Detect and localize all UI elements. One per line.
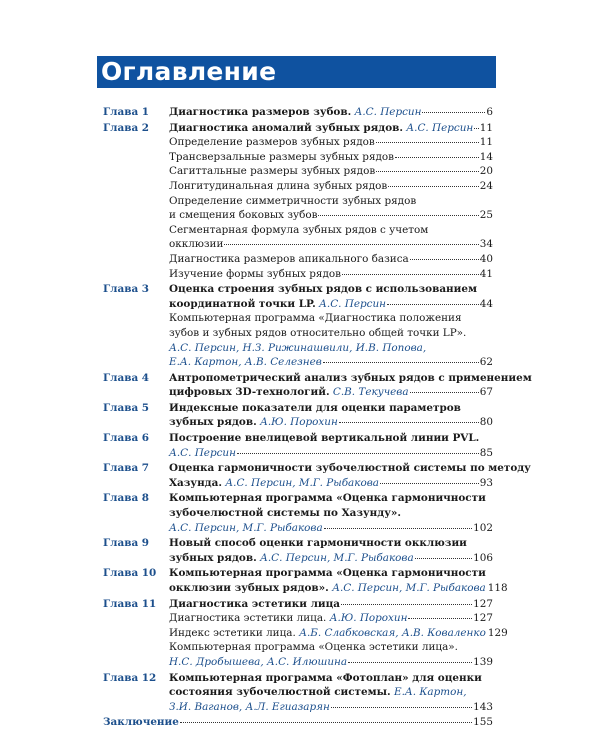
page-number: 62 <box>479 356 493 369</box>
page-number: 118 <box>487 582 508 594</box>
page-number: 11 <box>479 121 493 134</box>
chapter-title: Индексные показатели для оценки параметров <box>169 401 461 414</box>
toc-subentry[interactable] <box>169 164 493 179</box>
chapter-title: зубных рядов. <box>169 551 257 564</box>
toc-subentry[interactable] <box>169 355 493 370</box>
toc-chapter-7[interactable] <box>103 461 531 490</box>
subentry-author: А.Б. Слабковская, А.В. Коваленко <box>299 626 486 639</box>
chapter-label: Глава 8 <box>103 492 150 505</box>
chapter-author: А.С. Персин <box>169 446 236 459</box>
page-title: Оглавление <box>97 56 496 88</box>
subentry-author: Е.А. Картон, А.В. Селезнев <box>169 356 322 369</box>
toc-chapter-5[interactable] <box>103 401 493 430</box>
page-number: 139 <box>473 655 493 668</box>
chapter-label: Глава 11 <box>103 597 157 610</box>
toc-subentry[interactable] <box>169 179 493 194</box>
chapter-title: Оценка гармоничности зубочелюстной системы по методу <box>169 462 531 475</box>
toc-subentry[interactable] <box>169 135 493 150</box>
chapter-author: А.С. Персин, М.Г. Рыбакова <box>260 551 414 564</box>
page-number: 34 <box>479 238 493 251</box>
toc-chapter-8[interactable] <box>103 491 493 535</box>
chapter-title: состояния зубочелюстной системы. <box>169 686 391 699</box>
subentry-title: Определение симметричности зубных рядов <box>169 194 417 207</box>
toc-subentry[interactable] <box>169 237 493 252</box>
conclusion-label: Заключение <box>103 716 179 729</box>
page-number: 40 <box>479 252 493 265</box>
page-number: 127 <box>473 612 493 625</box>
subentry-title: окклюзии <box>169 238 224 251</box>
subentry-title: Сегментарная формула зубных рядов с учетом <box>169 223 429 236</box>
page-number: 11 <box>479 136 493 149</box>
page-number: 41 <box>479 267 493 280</box>
toc-chapter-3[interactable] <box>103 282 493 370</box>
chapter-title: Оценка строения зубных рядов с использованием <box>169 283 478 296</box>
chapter-label: Глава 3 <box>103 283 150 296</box>
toc-subentry[interactable] <box>169 150 493 165</box>
chapter-author: А.С. Персин <box>354 106 422 118</box>
page-number: 20 <box>479 165 493 178</box>
chapter-label: Глава 6 <box>103 432 150 445</box>
chapter-author: Е.А. Картон, <box>393 686 467 699</box>
subentry-title: Диагностика эстетики лица. <box>169 612 327 625</box>
subentry-title: Компьютерная программа «Диагностика положения <box>169 312 462 325</box>
toc-subentry[interactable] <box>169 626 508 641</box>
toc-subentry[interactable] <box>169 252 493 267</box>
page-number: 24 <box>479 179 493 192</box>
chapter-title: Диагностика эстетики лица <box>169 597 341 610</box>
toc-chapter-4[interactable] <box>103 371 532 400</box>
subentry-title: Лонгитудинальная длина зубных рядов <box>169 179 388 192</box>
chapter-title: цифровых 3D-технологий. <box>169 386 330 399</box>
chapter-label: Глава 9 <box>103 537 150 550</box>
page-number: 80 <box>479 416 493 429</box>
chapter-title: Диагностика размеров зубов. <box>169 106 352 118</box>
chapter-title: Антропометрический анализ зубных рядов с применением <box>169 371 532 384</box>
page-number: 67 <box>479 386 493 399</box>
chapter-title: координатной точки LP. <box>169 297 316 310</box>
chapter-label: Глава 12 <box>103 671 157 684</box>
toc-chapter-2[interactable] <box>103 121 493 282</box>
page-number: 93 <box>479 476 493 489</box>
subentry-title: и смещения боковых зубов <box>169 209 318 222</box>
chapter-title: Хазунда. <box>169 476 222 489</box>
toc-chapter-11[interactable] <box>103 597 508 670</box>
chapter-title: зубочелюстной системы по Хазунду». <box>169 507 401 520</box>
chapter-author: С.В. Текучева <box>332 386 409 399</box>
page-number: 106 <box>473 551 493 564</box>
chapter-author: З.И. Ваганов, А.Л. Егиазарян <box>169 700 330 713</box>
toc-conclusion[interactable] <box>103 715 493 730</box>
chapter-title: Диагностика аномалий зубных рядов. <box>169 121 403 134</box>
table-of-contents <box>103 105 532 731</box>
chapter-author: А.С. Персин <box>319 297 386 310</box>
chapter-author: А.Ю. Порохин <box>260 416 338 429</box>
subentry-title: Изучение формы зубных рядов <box>169 267 341 280</box>
chapter-title: окклюзии зубных рядов». <box>169 582 329 594</box>
subentry-author: А.Ю. Порохин <box>329 612 408 625</box>
subentry-title: Индекс эстетики лица. <box>169 626 296 639</box>
chapter-label: Глава 7 <box>103 462 150 475</box>
chapter-title: зубных рядов. <box>169 416 257 429</box>
subentry-title: Сагиттальные размеры зубных рядов <box>169 165 376 178</box>
page-number: 44 <box>479 297 493 310</box>
chapter-label: Глава 10 <box>103 567 157 580</box>
page-number: 6 <box>486 106 493 118</box>
page-number: 85 <box>479 446 493 459</box>
chapter-label: Глава 5 <box>103 401 150 414</box>
page-number: 127 <box>473 597 493 610</box>
toc-chapter-10[interactable] <box>103 566 508 595</box>
toc-subentry[interactable] <box>169 208 493 223</box>
chapter-author: А.С. Персин <box>406 121 474 134</box>
toc-chapter-9[interactable] <box>103 536 493 565</box>
chapter-author: А.С. Персин, М.Г. Рыбакова <box>169 521 323 534</box>
subentry-title: Компьютерная программа «Оценка эстетики лица». <box>169 641 458 654</box>
chapter-label: Глава 2 <box>103 121 150 134</box>
subentry-author: А.С. Персин, Н.З. Рижинашвили, И.В. Попова, <box>169 341 427 354</box>
toc-subentry[interactable] <box>169 655 493 670</box>
chapter-label: Глава 1 <box>103 106 150 118</box>
toc-subentry[interactable] <box>169 267 493 282</box>
subentry-author: Н.С. Дробышева, А.С. Илюшина <box>169 655 348 668</box>
subentry-title: Диагностика размеров апикального базиса <box>169 252 409 265</box>
chapter-title: Компьютерная программа «Оценка гармоничности <box>169 492 486 505</box>
chapter-title: Компьютерная программа «Оценка гармоничности <box>169 567 486 580</box>
page-number: 14 <box>479 150 493 163</box>
chapter-title: Построение внелицевой вертикальной линии PVL. <box>169 432 480 445</box>
chapter-title: Новый способ оценки гармоничности окклюзии <box>169 537 467 550</box>
subentry-title: Определение размеров зубных рядов <box>169 136 375 149</box>
chapter-author: А.С. Персин, М.Г. Рыбакова <box>225 476 379 489</box>
page-number: 143 <box>473 700 493 713</box>
toc-chapter-1[interactable] <box>103 105 493 120</box>
page-number: 155 <box>473 716 493 729</box>
subentry-title: Трансверзальные размеры зубных рядов <box>169 150 395 163</box>
page-number: 129 <box>487 626 508 639</box>
toc-chapter-12[interactable] <box>103 671 493 715</box>
page-number: 102 <box>473 521 493 534</box>
toc-chapter-6[interactable] <box>103 431 493 460</box>
toc-subentry[interactable] <box>169 611 493 626</box>
chapter-title: Компьютерная программа «Фотоплан» для оценки <box>169 671 482 684</box>
chapter-author: А.С. Персин, М.Г. Рыбакова <box>332 582 486 594</box>
subentry-title: зубов и зубных рядов относительно общей точки LP». <box>169 326 467 339</box>
page-number: 25 <box>479 209 493 222</box>
chapter-label: Глава 4 <box>103 371 150 384</box>
